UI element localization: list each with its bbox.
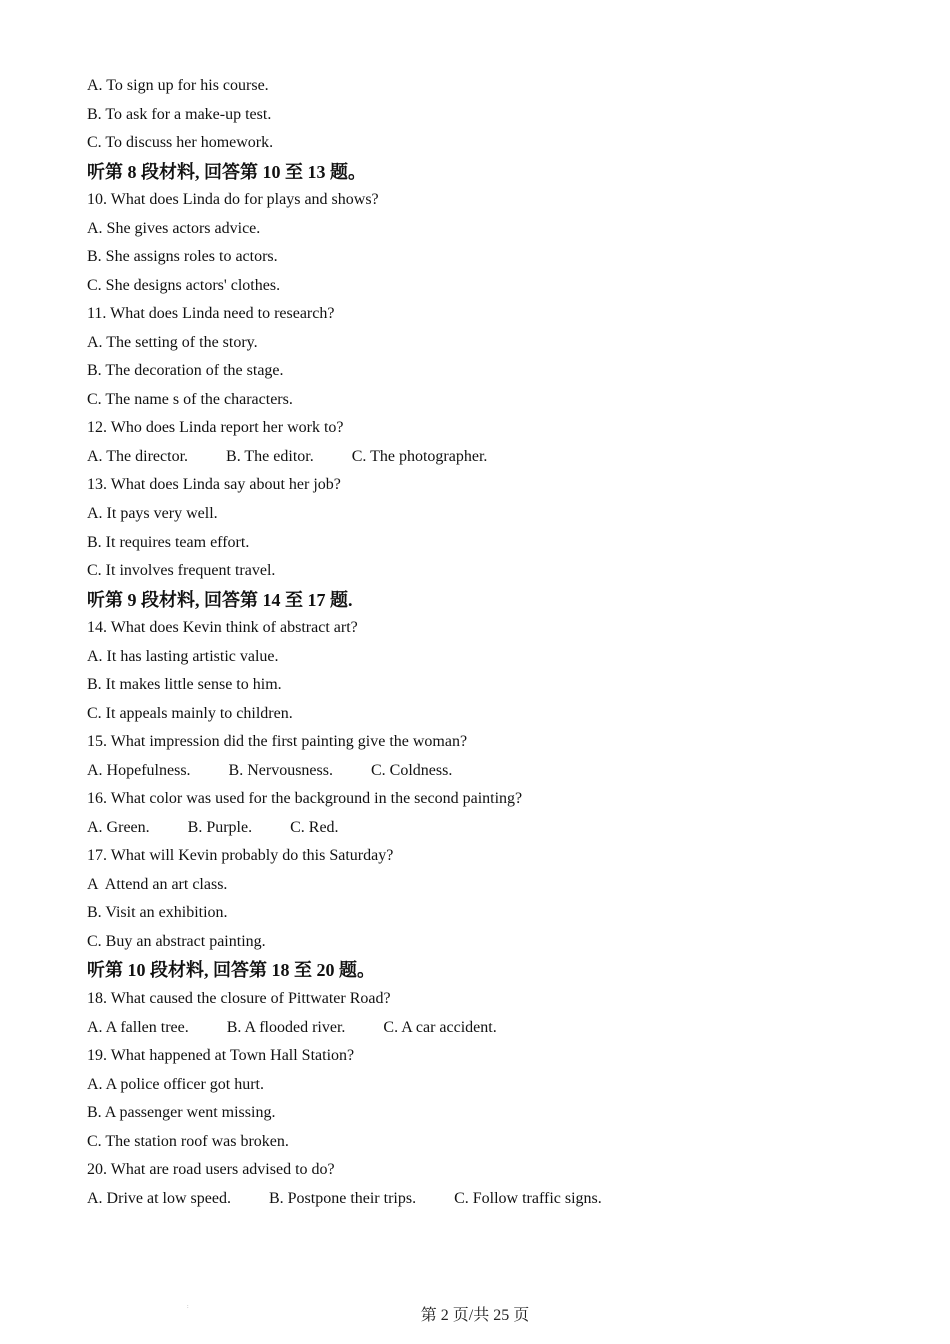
stray-mark: :: [187, 1304, 189, 1310]
answer-option: A. To sign up for his course.: [87, 77, 269, 94]
answer-option: B. The editor.: [226, 447, 314, 465]
answer-options-row: [87, 1185, 640, 1214]
answer-option: A. The setting of the story.: [87, 333, 258, 351]
answer-option: A. The director.: [87, 447, 189, 465]
question: 15. What impression did the first painting give the woman?: [87, 733, 468, 751]
answer-option: C. The station roof was broken.: [87, 1132, 289, 1150]
answer-option: C. The name s of the characters.: [87, 390, 293, 408]
question: 18. What caused the closure of Pittwater Road?: [87, 990, 391, 1007]
question: 14. What does Kevin think of abstract art?: [87, 619, 358, 637]
question: 19. What happened at Town Hall Station?: [87, 1047, 355, 1065]
question: 13. What does Linda say about her job?: [87, 476, 341, 494]
question: 16. What color was used for the background in the second painting?: [87, 790, 523, 808]
question: 10. What does Linda do for plays and shows?: [87, 191, 379, 209]
answer-options-row: [87, 1014, 640, 1043]
answer-option: C. Red.: [290, 818, 339, 836]
answer-option: A Attend an art class.: [87, 875, 228, 893]
answer-option: B. She assigns roles to actors.: [87, 248, 278, 266]
answer-option: B. A flooded river.: [226, 1018, 346, 1036]
answer-option: C. A car accident.: [383, 1018, 497, 1036]
answer-option: A. It pays very well.: [87, 504, 218, 522]
answer-option: B. To ask for a make-up test.: [87, 105, 272, 123]
answer-option: B. It makes little sense to him.: [87, 676, 282, 694]
answer-option: A. She gives actors advice.: [87, 219, 261, 237]
section-heading: 听第 8 段材料, 回答第 10 至 13 题。: [87, 161, 366, 182]
page-number: 第 2 页/共 25 页: [420, 1307, 530, 1324]
answer-option: C. Coldness.: [370, 761, 453, 779]
question: 12. Who does Linda report her work to?: [87, 419, 344, 437]
answer-options-row: [87, 443, 640, 472]
answer-option: B. It requires team effort.: [87, 533, 250, 551]
answer-option: A. Green.: [87, 818, 150, 836]
answer-option: C. She designs actors' clothes.: [87, 276, 281, 294]
answer-option: A. A fallen tree.: [87, 1018, 189, 1036]
section-heading: 听第 9 段材料, 回答第 14 至 17 题.: [87, 589, 353, 610]
answer-option: B. The decoration of the stage.: [87, 362, 284, 380]
question: 20. What are road users advised to do?: [87, 1161, 335, 1179]
answer-option: A. Hopefulness.: [87, 761, 191, 779]
answer-option: C. It appeals mainly to children.: [87, 704, 293, 722]
answer-option: A. It has lasting artistic value.: [87, 647, 279, 665]
answer-option: A. A police officer got hurt.: [87, 1075, 264, 1093]
question: 17. What will Kevin probably do this Saturday?: [87, 847, 394, 865]
answer-option: C. Buy an abstract painting.: [87, 932, 266, 950]
answer-options-row: [87, 814, 640, 843]
answer-option: C. It involves frequent travel.: [87, 562, 276, 580]
answer-option: C. Follow traffic signs.: [454, 1189, 602, 1207]
document-body: [87, 72, 640, 1213]
answer-option: C. To discuss her homework.: [87, 134, 274, 152]
answer-option: B. Nervousness.: [228, 761, 333, 779]
section-heading: 听第 10 段材料, 回答第 18 至 20 题。: [87, 960, 375, 981]
answer-option: B. Visit an exhibition.: [87, 904, 228, 922]
answer-option: B. A passenger went missing.: [87, 1104, 276, 1122]
answer-option: B. Postpone their trips.: [268, 1189, 417, 1207]
answer-option: A. Drive at low speed.: [87, 1189, 231, 1207]
question: 11. What does Linda need to research?: [87, 305, 335, 323]
answer-option: B. Purple.: [187, 818, 253, 836]
answer-option: C. The photographer.: [351, 447, 488, 465]
answer-options-row: [87, 757, 640, 786]
